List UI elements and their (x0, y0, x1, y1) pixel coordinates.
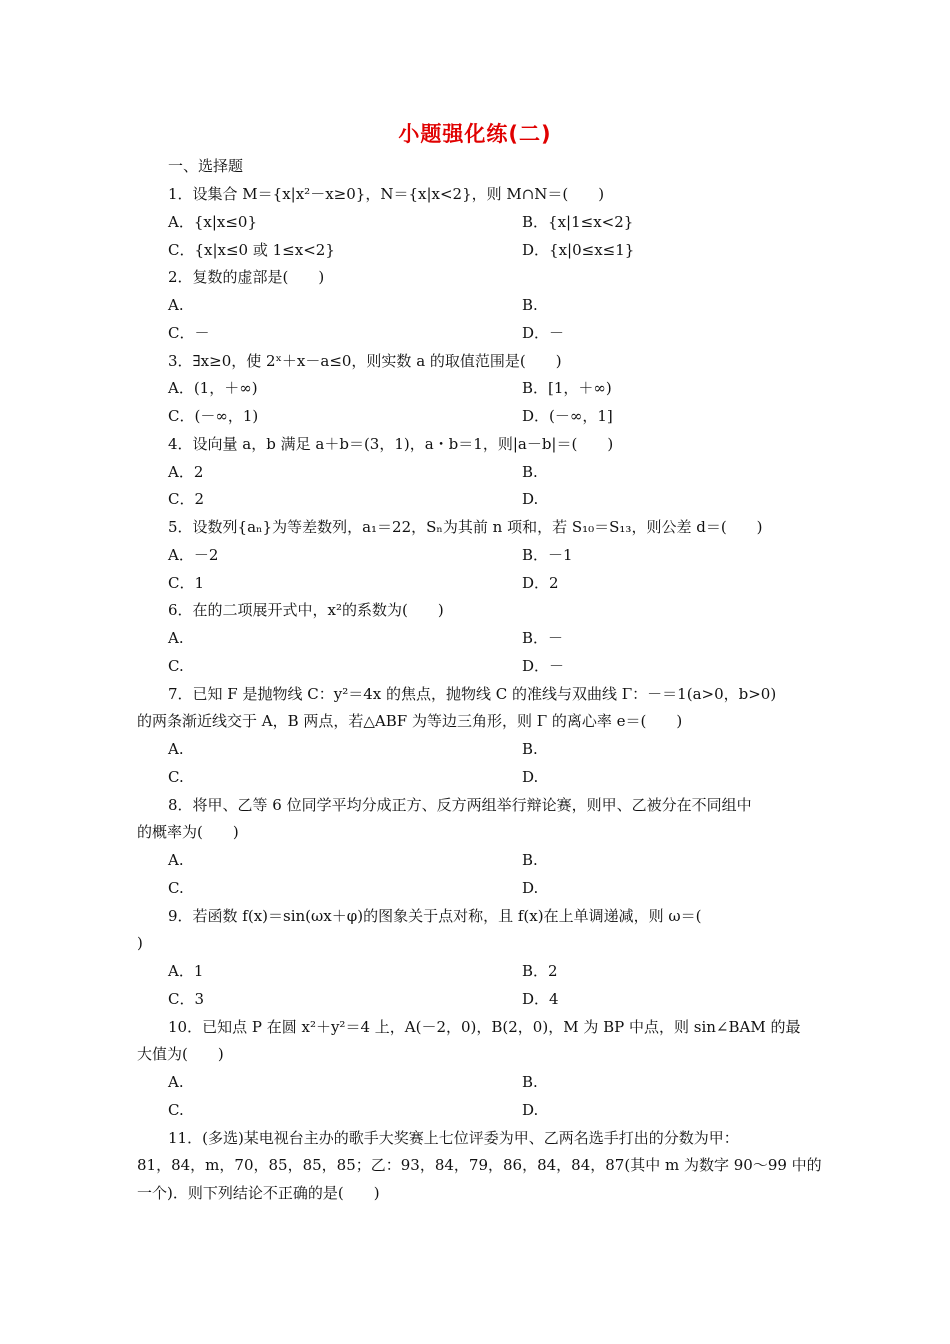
question-8-option-a: A. (168, 851, 184, 869)
question-5-option-b: B．－1 (522, 546, 573, 564)
question-6-option-b: B．－ (522, 629, 564, 647)
question-7-stem-line-2: 的两条渐近线交于 A，B 两点，若△ABF 为等边三角形，则 Γ 的离心率 e＝( ) (137, 712, 683, 730)
question-7-option-a: A. (168, 740, 184, 758)
question-3-option-c: C．(－∞，1) (168, 407, 259, 425)
question-11-stem-line-2: 81，84，m，70，85，85，85；乙：93，84，79，86，84，84，87(其中 m 为数字 90～99 中的 (137, 1156, 822, 1174)
question-4-option-b: B. (522, 463, 538, 481)
question-5-option-a: A．－2 (168, 546, 219, 564)
question-10-option-c: C. (168, 1101, 184, 1119)
question-5-option-c: C．1 (168, 574, 205, 592)
question-6-option-c: C. (168, 657, 184, 675)
question-2-option-d: D．－ (522, 324, 565, 342)
question-3-option-a: A．(1，＋∞) (168, 379, 258, 397)
question-8-option-b: B. (522, 851, 538, 869)
question-8-option-c: C. (168, 879, 184, 897)
question-3-option-b: B．[1，＋∞) (522, 379, 612, 397)
question-1-stem: 1．设集合 M＝{x|x²－x≥0}，N＝{x|x<2}，则 M∩N＝( ) (168, 185, 605, 203)
question-5-stem: 5．设数列{aₙ}为等差数列，a₁＝22，Sₙ为其前 n 项和，若 S₁₀＝S₁₃，则公差 d＝( ) (168, 518, 763, 536)
question-8-stem-line-2: 的概率为( ) (137, 823, 239, 841)
question-8-stem-line-1: 8．将甲、乙等 6 位同学平均分成正方、反方两组举行辩论赛，则甲、乙被分在不同组中 (168, 796, 752, 814)
question-11-stem-line-3: 一个)．则下列结论不正确的是( ) (137, 1184, 380, 1202)
question-9-option-b: B．2 (522, 962, 558, 980)
question-1-option-c: C．{x|x≤0 或 1≤x<2} (168, 241, 335, 259)
question-1-option-b: B．{x|1≤x<2} (522, 213, 634, 231)
question-3-option-d: D．(－∞，1] (522, 407, 613, 425)
question-9-stem-line-2: ) (137, 934, 143, 952)
question-4-option-c: C．2 (168, 490, 205, 508)
question-6-option-a: A. (168, 629, 184, 647)
question-2-option-b: B. (522, 296, 538, 314)
question-5-option-d: D．2 (522, 574, 559, 592)
question-1-option-d: D．{x|0≤x≤1} (522, 241, 635, 259)
question-10-option-d: D. (522, 1101, 539, 1119)
question-9-option-a: A．1 (168, 962, 204, 980)
question-9-option-d: D．4 (522, 990, 559, 1008)
question-10-stem-line-2: 大值为( ) (137, 1045, 224, 1063)
question-2-option-a: A. (168, 296, 184, 314)
question-6-option-d: D．－ (522, 657, 565, 675)
section-heading: 一、选择题 (168, 157, 244, 175)
question-4-option-d: D. (522, 490, 539, 508)
question-7-option-b: B. (522, 740, 538, 758)
question-7-option-c: C. (168, 768, 184, 786)
question-7-option-d: D. (522, 768, 539, 786)
question-9-stem-line-1: 9．若函数 f(x)＝sin(ωx＋φ)的图象关于点对称，且 f(x)在上单调递减，则 ω＝( (168, 907, 702, 925)
question-10-stem-line-1: 10．已知点 P 在圆 x²＋y²＝4 上，A(－2，0)，B(2，0)，M 为 BP 中点，则 sin∠BAM 的最 (168, 1018, 801, 1036)
question-1-option-a: A．{x|x≤0} (168, 213, 258, 231)
question-2-option-c: C．－ (168, 324, 210, 342)
page-title: 小题强化练(二) (398, 122, 552, 146)
question-10-option-b: B. (522, 1073, 538, 1091)
question-8-option-d: D. (522, 879, 539, 897)
question-7-stem-line-1: 7．已知 F 是抛物线 C：y²＝4x 的焦点，抛物线 C 的准线与双曲线 Γ：－＝1(a>0，b>0) (168, 685, 777, 703)
question-2-stem: 2．复数的虚部是( ) (168, 268, 325, 286)
question-10-option-a: A. (168, 1073, 184, 1091)
question-3-stem: 3．∃x≥0，使 2ˣ＋x－a≤0，则实数 a 的取值范围是( ) (168, 352, 562, 370)
question-11-stem-line-1: 11．(多选)某电视台主办的歌手大奖赛上七位评委为甲、乙两名选手打出的分数为甲： (168, 1129, 739, 1147)
question-9-option-c: C．3 (168, 990, 205, 1008)
question-4-option-a: A．2 (168, 463, 204, 481)
question-4-stem: 4．设向量 a，b 满足 a＋b＝(3，1)，a・b＝1，则|a－b|＝( ) (168, 435, 614, 453)
question-6-stem: 6．在的二项展开式中，x²的系数为( ) (168, 601, 444, 619)
